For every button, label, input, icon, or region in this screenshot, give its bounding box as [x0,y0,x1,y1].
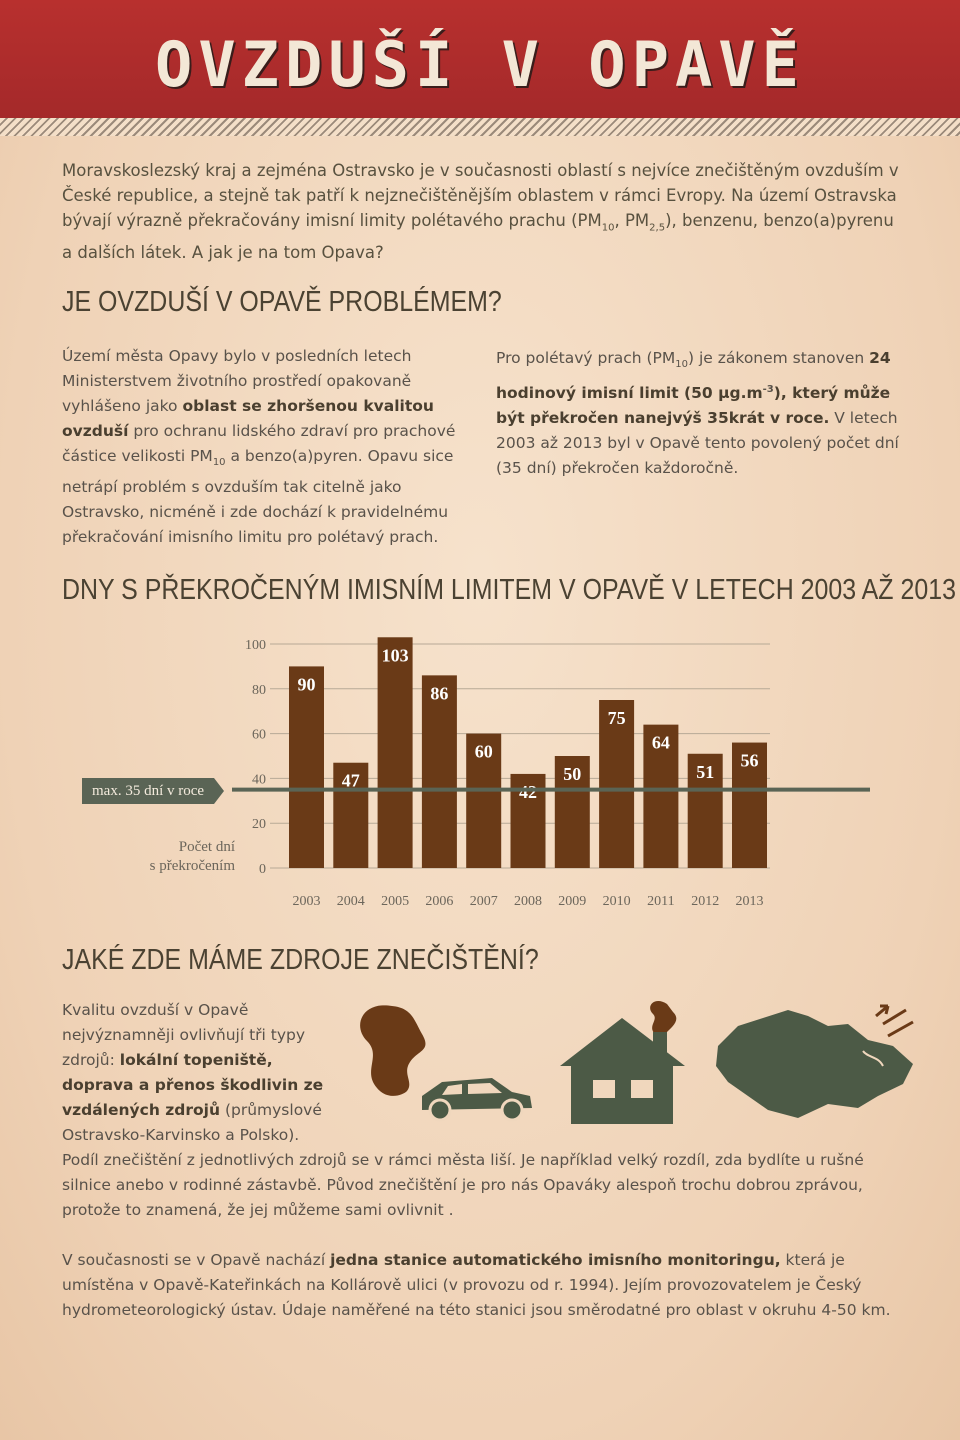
bar-value-label: 75 [607,708,626,728]
x-tick-label: 2006 [425,894,454,909]
monitoring-text-b: která je umístěna v Opavě-Kateřinkách na Kollárově ulici (v provozu od r. 1994). Jejím provozovatelem je Český hydrometeorologický ústav. Údaje naměřené na této stanici jsou směrodatné pro oblast v okruhu 4-50 km. [62,1251,891,1319]
left-text-a: Území města Opavy bylo v posledních letech Ministerstvem životního prostředí opakovaně vyhlášeno jako [62,347,412,415]
bar-value-label: 90 [297,674,316,695]
sources-detail-paragraph: Podíl znečištění z jednotlivých zdrojů se v rámci města liší. Je například velký rozdíl, zda bydlíte u rušné silnice anebo v rodinné zástavbě. Původ znečištění je pro nás Opaváky alespoň trochu dobrou zprávou, protože to znamená, že jej můžeme sami ovlivnit . [62,1151,864,1219]
sources-paragraph [62,998,342,1148]
y-axis-label-line2: s překročením [149,858,235,874]
limit-tag: max. 35 dní v roce [82,778,214,804]
bar-value-label: 64 [651,732,670,753]
house-icon [555,996,690,1126]
section-heading-chart: DNY S PŘEKROČENÝM IMISNÍM LIMITEM V OPAVĚ V LETECH 2003 AŽ 2013 [62,574,956,606]
right-text-bold2: ), který může být překročen nanejvýš 35krát v roce. [496,384,891,428]
bar [289,666,324,868]
x-tick-label: 2008 [514,894,542,909]
monitoring-text-bold: jedna stanice automatického imisního monitoringu, [330,1251,781,1269]
x-tick-label: 2012 [691,894,720,909]
left-sub-pm10: 10 [212,457,226,469]
right-text-b: ) je zákonem stanoven [688,349,870,367]
section-heading-sources: JAKÉ ZDE MÁME ZDROJE ZNEČIŠTĚNÍ? [62,944,539,976]
y-tick-label: 40 [252,772,266,788]
problem-left-column [62,344,472,550]
right-text-c: V letech 2003 až 2013 byl v Opavě tento povolený počet dní (35 dní) překročen každoročně. [496,409,899,478]
intro-sub-pm25: 2,5 [649,222,666,234]
y-axis-label [120,838,235,876]
section-heading-problem: JE OVZDUŠÍ V OPAVĚ PROBLÉMEM? [62,286,502,318]
x-tick-label: 2007 [469,894,498,909]
y-tick-label: 100 [245,638,266,653]
page-title: OVZDUŠÍ V OPAVĚ [155,28,805,101]
bar-value-label: 50 [563,764,582,784]
bar [422,675,457,868]
czech-map-icon [708,996,923,1126]
left-text-c: a benzo(a)pyren. Opavu sice netrápí problém s ovzduším tak citelně jako Ostravsko, nicméně i zde dochází k pravidelnému překračování imisního limitu pro polétavý prach. [62,447,454,547]
intro-sep: , PM [614,211,650,230]
x-tick-label: 2011 [647,894,675,909]
intro-text-b: ), benzenu, benzo(a)pyrenu a dalších látek. A jak je na tom Opava? [62,211,894,263]
monitoring-text-a: V současnosti se v Opavě nachází [62,1251,331,1269]
x-tick-label: 2013 [735,894,764,909]
bar-value-label: 60 [474,741,493,762]
intro-text-a: Moravskoslezský kraj a zejména Ostravsko je v současnosti oblastí s nejvíce znečištěným ovzduším v České republice, a stejně tak patří k nejznečištěnějším oblastem v rámci Evropy. Na území Ostravska bývají výrazně překračovány imisní limity polétavého prachu (PM [62,161,899,230]
bar-value-label: 103 [381,645,409,666]
right-sup: -3 [762,384,774,396]
right-text-a: Pro polétavý prach (PM [496,349,676,367]
car-smoke-icon [352,996,542,1126]
y-tick-label: 60 [252,727,266,743]
bar-value-label: 86 [430,683,449,704]
x-tick-label: 2004 [336,894,365,909]
y-axis-label-line1: Počet dní [178,839,235,855]
sources-text-b: (průmyslové Ostravsko-Karvinsko a Polsko). [62,1101,322,1144]
left-text-b: pro ochranu lidského zdraví pro prachové částice velikosti PM [62,422,456,465]
bar [378,637,413,868]
y-tick-label: 20 [252,817,266,833]
x-tick-label: 2005 [381,894,410,909]
intro-paragraph [62,158,902,265]
bar-value-label: 51 [696,761,715,782]
sources-text-bold: lokální topeniště, doprava a přenos škodlivin ze vzdálených zdrojů [62,1051,324,1119]
bar-value-label: 42 [519,781,537,802]
problem-right-column [496,346,906,481]
bar-value-label: 56 [740,750,759,771]
right-text-bold: 24 hodinový imisní limit (50 µg.m [496,349,891,403]
y-tick-label: 80 [252,682,266,698]
left-text-bold: oblast se zhoršenou kvalitou ovzduší [62,397,434,440]
x-tick-label: 2010 [602,894,631,909]
intro-sub-pm10: 10 [601,222,615,234]
monitoring-paragraph [62,1248,902,1323]
x-tick-label: 2009 [558,894,587,909]
right-sub-pm10: 10 [675,359,689,371]
x-tick-label: 2003 [292,894,321,909]
y-tick-label: 0 [259,862,266,877]
sources-text-a: Kvalitu ovzduší v Opavě nejvýznamněji ovlivňují tři typy zdrojů: [62,1001,306,1069]
bar-value-label: 47 [341,770,360,791]
banner-zigzag-edge [0,118,960,136]
